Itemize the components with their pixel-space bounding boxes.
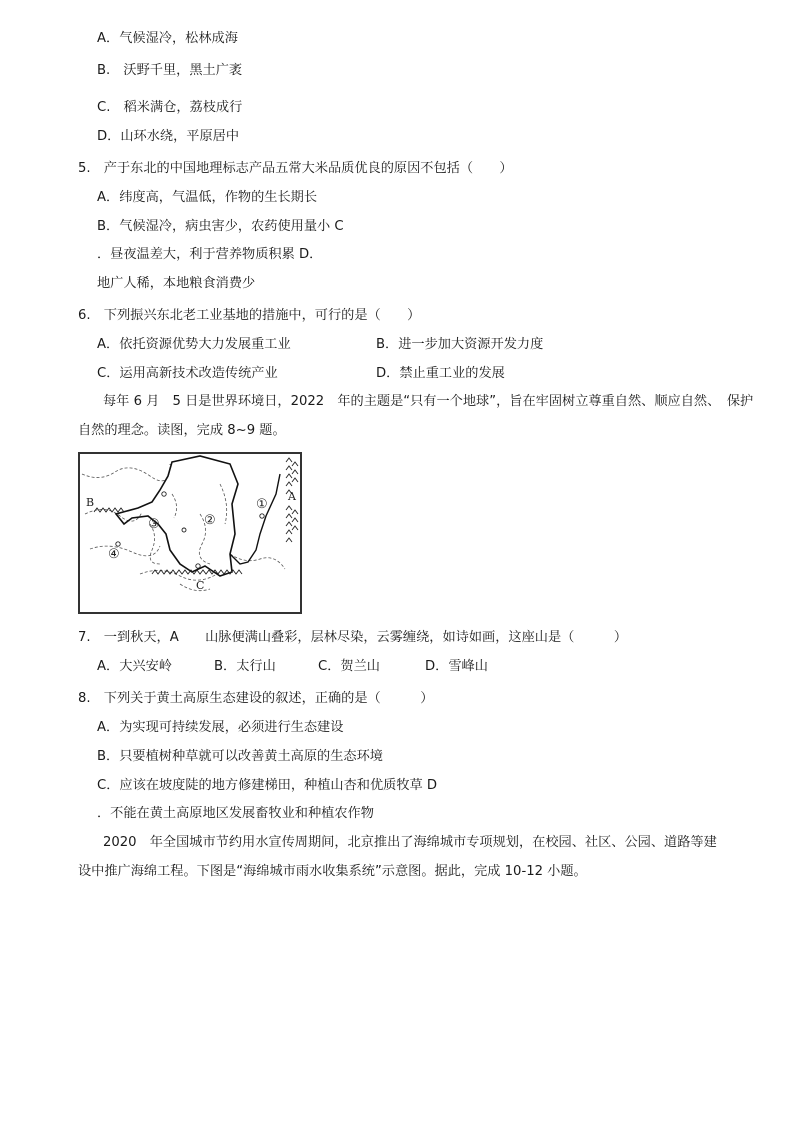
passage2-line2: 设中推广海绵工程。下图是“海绵城市雨水收集系统”示意图。据此，完成 10-12 小题。 (78, 864, 587, 879)
q4-option-a: A．气候湿冷，松林成海 (97, 31, 238, 46)
map-label-b: B (86, 496, 95, 509)
map-label-region-3: ③ (148, 517, 160, 532)
map-label-c: C (196, 579, 205, 592)
q4-option-d: D．山环水绕，平原居中 (97, 129, 240, 144)
q6-stem: 6. 下列振兴东北老工业基地的措施中，可行的是（ ） (78, 308, 421, 323)
q5-option-d: 地广人稀，本地粮食消费少 (97, 276, 256, 291)
q7-option-a: A．大兴安岭 (97, 659, 172, 674)
q8-option-b: B．只要植树种草就可以改善黄土高原的生态环境 (97, 749, 383, 764)
mountain-range-b-symbol (94, 508, 124, 512)
q5-stem: 5. 产于东北的中国地理标志产品五常大米品质优良的原因不包括（ ） (78, 161, 513, 176)
q7-option-b: B．太行山 (214, 659, 276, 674)
map-svg (80, 454, 300, 612)
q5-option-c: ．昼夜温差大，利于营养物质积累 D． (97, 247, 323, 262)
q6-option-b: B．进一步加大资源开发力度 (376, 337, 544, 352)
q8-stem: 8. 下列关于黄土高原生态建设的叙述，正确的是（ ） (78, 691, 434, 706)
map-label-region-4: ④ (108, 547, 120, 562)
q5-option-b: B．气候湿冷，病虫害少，农药使用量小 C (97, 219, 344, 234)
q6-option-c: C．运用高新技术改造传统产业 (97, 366, 278, 381)
city-markers (116, 492, 264, 568)
q8-option-d: ．不能在黄土高原地区发展畜牧业和种植农作物 (97, 806, 374, 821)
q8-option-a: A．为实现可持续发展，必须进行生态建设 (97, 720, 344, 735)
passage1-line2: 自然的理念。读图，完成 8~9 题。 (78, 423, 286, 438)
map-label-region-2: ② (204, 513, 216, 528)
q6-option-d: D．禁止重工业的发展 (376, 366, 505, 381)
region-outline (116, 456, 238, 576)
q4-option-b: B. 沃野千里，黑土广袤 (97, 63, 243, 78)
q6-option-a: A．依托资源优势大力发展重工业 (97, 337, 291, 352)
q7-option-d: D．雪峰山 (425, 659, 488, 674)
q7-stem: 7. 一到秋天，A 山脉便满山叠彩，层林尽染，云雾缠绕，如诗如画，这座山是（ ） (78, 630, 628, 645)
map-figure (78, 452, 302, 614)
q8-option-c: C．应该在坡度陡的地方修建梯田，种植山杏和优质牧草 D (97, 778, 438, 793)
q5-option-a: A．纬度高，气温低，作物的生长期长 (97, 190, 318, 205)
passage1-line1: 每年 6 月 5 日是世界环境日，2022 年的主题是“只有一个地球”，旨在牢固树立尊重自然、顺应自然、 保护 (103, 394, 754, 409)
map-label-a: A (288, 490, 296, 503)
passage2-line1: 2020 年全国城市节约用水宣传周期间，北京推出了海绵城市专项规划，在校园、社区、公园、道路等建 (103, 835, 717, 850)
map-label-region-1: ① (256, 497, 268, 512)
q4-option-c: C. 稻米满仓，荔枝成行 (97, 100, 243, 115)
q7-option-c: C．贺兰山 (318, 659, 380, 674)
